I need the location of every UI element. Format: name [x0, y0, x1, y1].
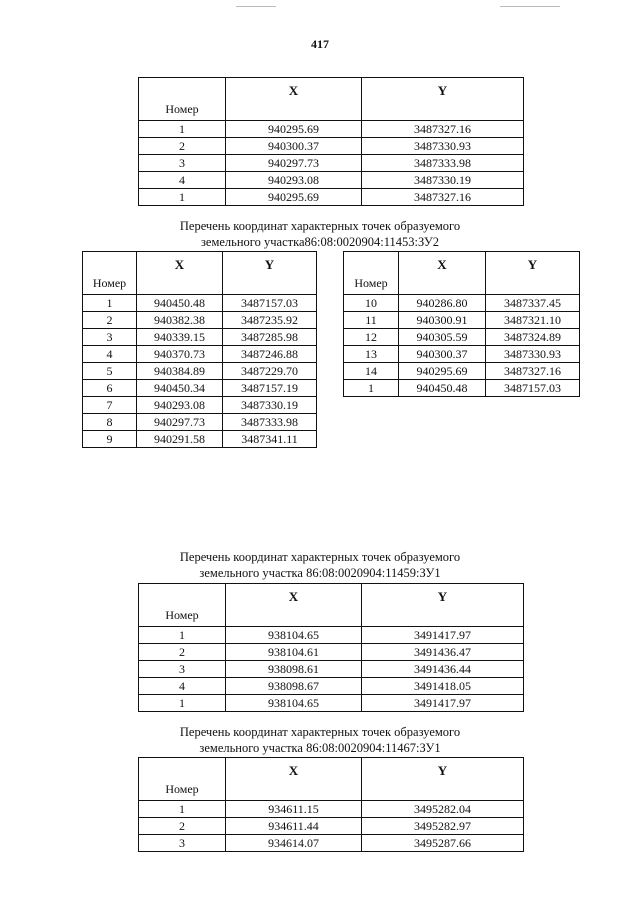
x-coordinate-cell: 940297.73: [226, 155, 362, 172]
point-number-cell: 12: [344, 329, 399, 346]
table-row: [139, 121, 524, 138]
x-coordinate-cell: 934611.15: [226, 801, 362, 818]
table-row: [83, 329, 317, 346]
y-coordinate-cell: 3487337.45: [486, 295, 580, 312]
y-coordinate-cell: 3487327.16: [486, 363, 580, 380]
table-row: [139, 155, 524, 172]
x-coordinate-cell: 940295.69: [226, 121, 362, 138]
table-header-row: [139, 78, 524, 121]
x-coordinate-cell: 940300.91: [399, 312, 486, 329]
point-number-cell: 1: [139, 801, 226, 818]
coordinates-table-2-left: [82, 251, 317, 448]
table-row: [344, 363, 580, 380]
coordinates-table-3: [138, 583, 524, 712]
scan-speck: [500, 6, 560, 7]
scan-speck: [236, 6, 276, 7]
table-row: [139, 627, 524, 644]
y-coordinate-cell: 3487330.19: [362, 172, 524, 189]
table-row: [139, 801, 524, 818]
y-coordinate-cell: 3487229.70: [223, 363, 317, 380]
table-header-row: [83, 252, 317, 295]
y-coordinate-cell: 3487330.93: [486, 346, 580, 363]
table-row: [83, 397, 317, 414]
y-coordinate-cell: 3487327.16: [362, 121, 524, 138]
table-row: [83, 431, 317, 448]
table-row: [344, 380, 580, 397]
y-coordinate-cell: 3487157.03: [486, 380, 580, 397]
y-coordinate-cell: 3487246.88: [223, 346, 317, 363]
point-number-cell: 3: [83, 329, 137, 346]
point-number-cell: 4: [139, 172, 226, 189]
x-coordinate-cell: 940293.08: [137, 397, 223, 414]
x-coordinate-cell: 940450.34: [137, 380, 223, 397]
x-coordinate-cell: 934611.44: [226, 818, 362, 835]
x-coordinate-cell: 940300.37: [399, 346, 486, 363]
table-row: [344, 295, 580, 312]
point-number-cell: 6: [83, 380, 137, 397]
point-number-cell: 10: [344, 295, 399, 312]
caption-line-2: земельного участка86:08:0020904:11453:ЗУ2: [200, 235, 440, 249]
caption-line-1: Перечень координат характерных точек образуемого: [179, 550, 461, 564]
x-coordinate-cell: 940450.48: [137, 295, 223, 312]
point-number-cell: 9: [83, 431, 137, 448]
point-number-cell: 4: [139, 678, 226, 695]
x-coordinate-cell: 940384.89: [137, 363, 223, 380]
table-row: [139, 138, 524, 155]
x-coordinate-cell: 934614.07: [226, 835, 362, 852]
header-number: Номер: [139, 584, 226, 627]
x-coordinate-cell: 940450.48: [399, 380, 486, 397]
coordinates-table-4: [138, 757, 524, 852]
table-row: [139, 678, 524, 695]
table-row: [139, 172, 524, 189]
y-coordinate-cell: 3487330.19: [223, 397, 317, 414]
y-coordinate-cell: 3491436.44: [362, 661, 524, 678]
y-coordinate-cell: 3491417.97: [362, 695, 524, 712]
point-number-cell: 3: [139, 835, 226, 852]
point-number-cell: 11: [344, 312, 399, 329]
table-row: [139, 661, 524, 678]
table-row: [139, 835, 524, 852]
x-coordinate-cell: 940339.15: [137, 329, 223, 346]
x-coordinate-cell: 940297.73: [137, 414, 223, 431]
table-row: [83, 414, 317, 431]
x-coordinate-cell: 940305.59: [399, 329, 486, 346]
point-number-cell: 14: [344, 363, 399, 380]
table-row: [139, 644, 524, 661]
point-number-cell: 7: [83, 397, 137, 414]
table-row: [83, 312, 317, 329]
x-coordinate-cell: 938104.61: [226, 644, 362, 661]
header-number: Номер: [139, 78, 226, 121]
page-number: 417: [311, 37, 329, 51]
y-coordinate-cell: 3495282.04: [362, 801, 524, 818]
caption-line-1: Перечень координат характерных точек образуемого: [179, 219, 461, 233]
header-x: X: [226, 758, 362, 801]
caption-line-2: земельного участка 86:08:0020904:11467:ЗУ1: [199, 741, 441, 755]
header-y: Y: [486, 252, 580, 295]
caption-line-2: земельного участка 86:08:0020904:11459:ЗУ1: [199, 566, 441, 580]
table-row: [139, 818, 524, 835]
y-coordinate-cell: 3487235.92: [223, 312, 317, 329]
x-coordinate-cell: 938104.65: [226, 627, 362, 644]
x-coordinate-cell: 940295.69: [226, 189, 362, 206]
table-header-row: [139, 584, 524, 627]
header-x: X: [137, 252, 223, 295]
point-number-cell: 3: [139, 155, 226, 172]
point-number-cell: 2: [139, 644, 226, 661]
x-coordinate-cell: 938098.61: [226, 661, 362, 678]
x-coordinate-cell: 940300.37: [226, 138, 362, 155]
point-number-cell: 1: [83, 295, 137, 312]
y-coordinate-cell: 3487330.93: [362, 138, 524, 155]
header-y: Y: [362, 758, 524, 801]
coordinates-table-1: [138, 77, 524, 206]
x-coordinate-cell: 938104.65: [226, 695, 362, 712]
y-coordinate-cell: 3491417.97: [362, 627, 524, 644]
section-4-caption: [0, 724, 640, 756]
table-row: [83, 346, 317, 363]
header-number: Номер: [139, 758, 226, 801]
caption-line-1: Перечень координат характерных точек образуемого: [179, 725, 461, 739]
x-coordinate-cell: 940382.38: [137, 312, 223, 329]
header-y: Y: [362, 78, 524, 121]
y-coordinate-cell: 3487285.98: [223, 329, 317, 346]
point-number-cell: 4: [83, 346, 137, 363]
x-coordinate-cell: 940291.58: [137, 431, 223, 448]
point-number-cell: 1: [139, 121, 226, 138]
y-coordinate-cell: 3487341.11: [223, 431, 317, 448]
point-number-cell: 3: [139, 661, 226, 678]
y-coordinate-cell: 3487157.03: [223, 295, 317, 312]
point-number-cell: 8: [83, 414, 137, 431]
table-row: [83, 363, 317, 380]
y-coordinate-cell: 3487157.19: [223, 380, 317, 397]
table-header-row: [344, 252, 580, 295]
table-row: [344, 312, 580, 329]
header-y: Y: [223, 252, 317, 295]
y-coordinate-cell: 3487333.98: [362, 155, 524, 172]
section-2-caption: [0, 218, 640, 250]
y-coordinate-cell: 3491436.47: [362, 644, 524, 661]
point-number-cell: 1: [139, 695, 226, 712]
header-y: Y: [362, 584, 524, 627]
table-header-row: [139, 758, 524, 801]
table-row: [139, 695, 524, 712]
point-number-cell: 1: [139, 627, 226, 644]
header-number: Номер: [83, 252, 137, 295]
point-number-cell: 1: [344, 380, 399, 397]
table-row: [83, 295, 317, 312]
y-coordinate-cell: 3487321.10: [486, 312, 580, 329]
y-coordinate-cell: 3487327.16: [362, 189, 524, 206]
x-coordinate-cell: 940293.08: [226, 172, 362, 189]
table-row: [83, 380, 317, 397]
table-row: [344, 346, 580, 363]
y-coordinate-cell: 3491418.05: [362, 678, 524, 695]
x-coordinate-cell: 940286.80: [399, 295, 486, 312]
x-coordinate-cell: 940295.69: [399, 363, 486, 380]
table-row: [139, 189, 524, 206]
y-coordinate-cell: 3495287.66: [362, 835, 524, 852]
header-x: X: [226, 78, 362, 121]
header-number: Номер: [344, 252, 399, 295]
point-number-cell: 2: [139, 818, 226, 835]
point-number-cell: 13: [344, 346, 399, 363]
y-coordinate-cell: 3495282.97: [362, 818, 524, 835]
point-number-cell: 5: [83, 363, 137, 380]
point-number-cell: 1: [139, 189, 226, 206]
coordinates-table-2-right: [343, 251, 580, 397]
y-coordinate-cell: 3487324.89: [486, 329, 580, 346]
table-row: [344, 329, 580, 346]
x-coordinate-cell: 940370.73: [137, 346, 223, 363]
header-x: X: [399, 252, 486, 295]
point-number-cell: 2: [83, 312, 137, 329]
y-coordinate-cell: 3487333.98: [223, 414, 317, 431]
x-coordinate-cell: 938098.67: [226, 678, 362, 695]
section-3-caption: [0, 549, 640, 581]
point-number-cell: 2: [139, 138, 226, 155]
header-x: X: [226, 584, 362, 627]
